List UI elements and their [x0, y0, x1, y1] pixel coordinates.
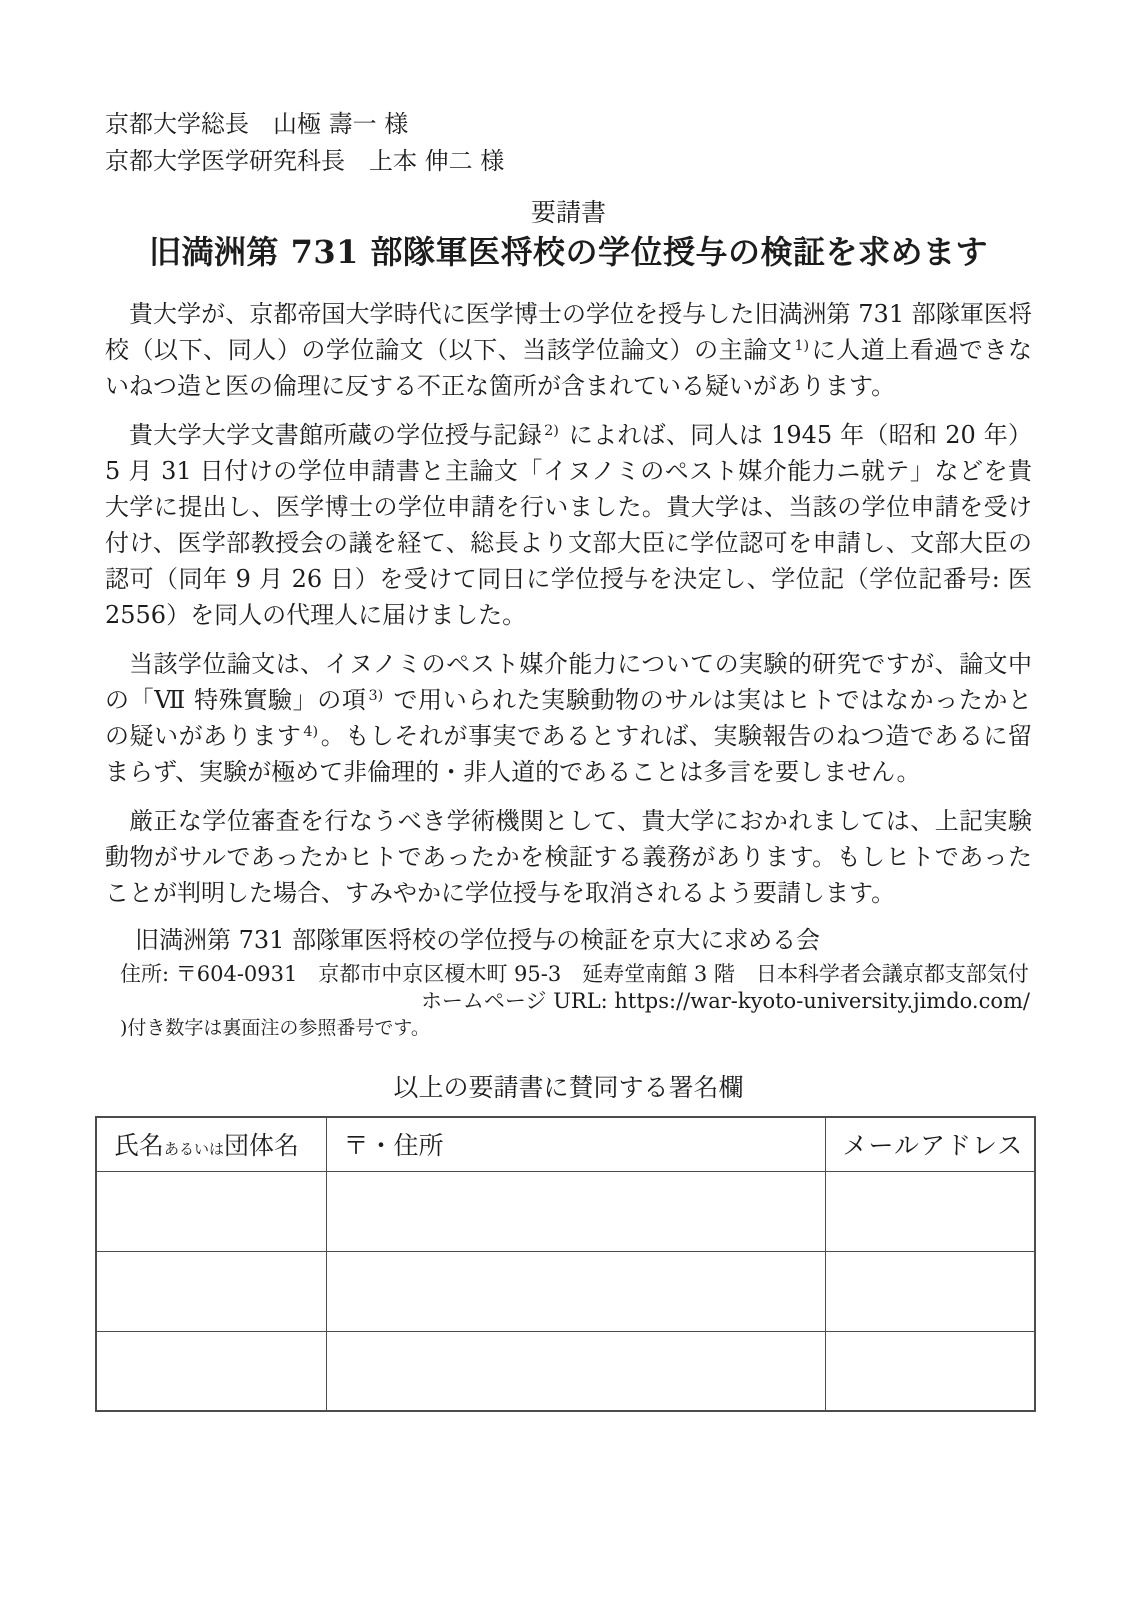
signature-cell-address-3	[326, 1331, 825, 1411]
signature-cell-email-2	[825, 1251, 1035, 1331]
paragraph-1: 貴大学が、京都帝国大学時代に医学博士の学位を授与した旧満洲第 731 部隊軍医将校（以下、同人）の学位論文（以下、当該学位論文）の主論文 $^{1)}$に人道上看過できないねつ造と医の倫理に反する不正な箇所が含まれている疑いがあります。	[105, 300, 1033, 400]
signature-cell-name-3	[96, 1331, 326, 1411]
recipient-line-dean: 京都大学医学研究科長 上本 伸二 様	[105, 147, 505, 175]
signature-row-2	[96, 1251, 1035, 1331]
paragraph-4: 厳正な学位審査を行なうべき学術機関として、貴大学におかれましては、上記実験動物がサルであったかヒトであったかを検証する義務があります。もしヒトであったことが判明した場合、すみやかに学位授与を取消されるよう要請します。	[105, 807, 1032, 907]
body-text	[105, 296, 1032, 911]
column-header-email: メールアドレス	[825, 1117, 1035, 1171]
page-title: 旧満洲第 731 部隊軍医将校の学位授与の検証を求めます	[148, 233, 989, 271]
signature-cell-name-2	[96, 1251, 326, 1331]
signature-table-caption: 以上の要請書に賛同する署名欄	[393, 1073, 744, 1102]
paragraph-2: 貴大学大学文書館所蔵の学位授与記録 $^{2)}$ によれば、同人は 1945 年（昭和 20 年）5 月 31 日付けの学位申請書と主論文「イヌノミのペスト媒介能力ニ就テ」などを貴大学に提出し、医学博士の学位申請を行いました。貴大学は、当該の学位申請を受け付け、医学部教授会の議を経て、総長より文部大臣に学位認可を申請し、文部大臣の認可（同年 9 月 26 日）を受けて同日に学位授与を決定し、学位記（学位記番号: 医 2556）を同人の代理人に届けました。	[105, 421, 1032, 629]
signature-row-1	[96, 1171, 1035, 1251]
signature-cell-address-1	[326, 1171, 825, 1251]
column-header-name: 氏名あるいは団体名	[96, 1117, 326, 1171]
closing-block	[105, 924, 1032, 1041]
signature-row-3	[96, 1331, 1035, 1411]
org-address: 住所: 〒604-0931 京都市中京区榎木町 95-3 延寿堂南館 3 階 日本科学者会議京都支部気付	[120, 962, 1029, 986]
column-header-address: 〒・住所	[326, 1117, 825, 1171]
recipient-block	[105, 106, 1032, 180]
signature-cell-email-3	[825, 1331, 1035, 1411]
footnote-reference-note: )付き数字は裏面注の参照番号です。	[120, 1017, 430, 1039]
signature-cell-email-1	[825, 1171, 1035, 1251]
org-name: 旧満洲第 731 部隊軍医将校の学位授与の検証を京大に求める会	[135, 926, 821, 954]
doc-type-label: 要請書	[530, 198, 606, 227]
paragraph-3: 当該学位論文は、イヌノミのペスト媒介能力についての実験的研究ですが、論文中の「Ⅶ 特殊實驗」の項 $^{3)}$ で用いられた実験動物のサルは実はヒトではなかったかとの疑いがあります $^{4)}$。もしそれが事実であるとすれば、実験報告のねつ造であるに留まらず、実験が極めて非倫理的・非人道的であることは多言を要しません。	[105, 650, 1033, 786]
signature-table	[95, 1116, 1036, 1412]
signature-cell-address-2	[326, 1251, 825, 1331]
homepage-url: ホームページ URL: https://war-kyoto-university.jimdo.com/	[420, 989, 1030, 1013]
signature-cell-name-1	[96, 1171, 326, 1251]
signature-table-header-row	[96, 1117, 1035, 1171]
recipient-line-president: 京都大学総長 山極 壽一 様	[105, 110, 409, 138]
